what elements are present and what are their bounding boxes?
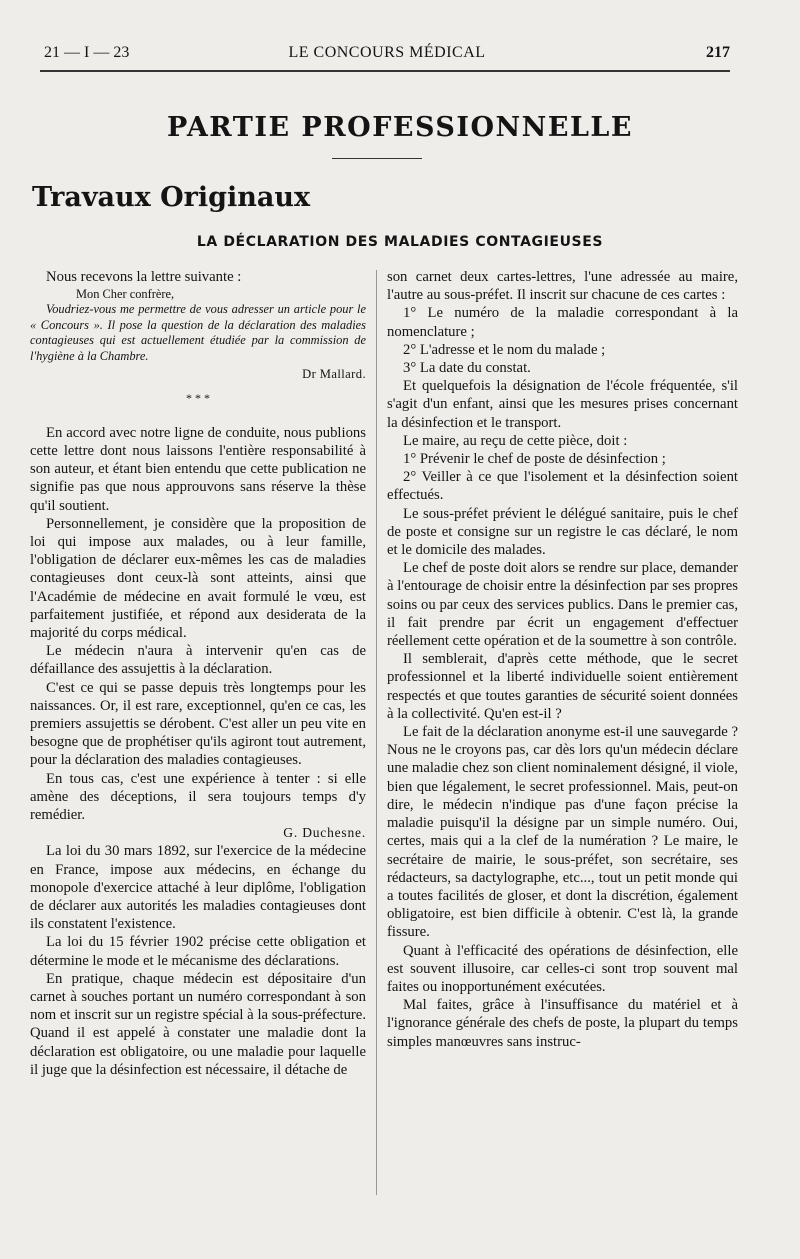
paragraph: En tous cas, c'est une expérience à tenter : si elle amène des déceptions, il sera toujours temps d'y remédier. (30, 770, 366, 824)
intro-line: Nous recevons la lettre suivante : (46, 269, 242, 285)
paragraph: La loi du 30 mars 1892, sur l'exercice de la médecine en France, impose aux médecins, en échange du monopole d'exercice attaché à leur diplôme, l'obligation de déclarer aux autorités les maladies contagieuses dont ils constatent l'existence. (30, 843, 366, 933)
issue-date: 21 — I — 23 (44, 44, 130, 61)
rubric-heading: Travaux Originaux (32, 182, 311, 213)
right-column (387, 268, 738, 1051)
paragraph: En pratique, chaque médecin est dépositaire d'un carnet à souches portant un numéro correspondant à son nom et inscrit sur un registre spécial à la sous-préfecture. Quand il est appelé à constater une maladie dont la déclaration est obligatoire, ou une maladie pour laquelle il juge que la désinfection est nécessaire, il détache de (30, 970, 366, 1078)
letter-salutation: Mon Cher confrère, (76, 287, 175, 302)
paragraph: En accord avec notre ligne de conduite, nous publions cette lettre dont nous laissons l'entière responsabilité à son auteur, et étant bien entendu que cette publication ne signifie pas que nous approuvons sans réserve la thèse qu'il soutient. (30, 424, 366, 514)
paragraph: Le sous-préfet prévient le délégué sanitaire, puis le chef de poste et consigne sur un registre le cas déclaré, le nom et le domicile des malades. (387, 505, 738, 559)
paragraph: C'est ce qui se passe depuis très longtemps pour les naissances. Or, il est rare, exceptionnel, qu'en ce cas, les premiers assujettis se dérobent. C'est aller un peu vite en besogne que de prophétiser qu'ils agiront tout autrement, pour la déclaration des maladies contagieuses. (30, 679, 366, 769)
paragraph: Quant à l'efficacité des opérations de désinfection, elle est souvent illusoire, car celles-ci sont trop souvent mal faites ou inopportunément exécutées. (387, 942, 738, 995)
paragraph: Le fait de la déclaration anonyme est-il une sauvegarde ? Nous ne le croyons pas, car dès lors qu'un médecin déclare une maladie chez son client nominalement désigné, il viole, bien que légalement, le secret professionnel. Mais, peut-on dire, le médecin n'indique pas d'une façon précise la maladie puisqu'il la désigne par un simple numéro. Oui, certes, mais qui a la clef de la numération ? Le maire, le secrétaire de mairie, le sous-préfet, son secrétaire, ses rédacteurs, sa dactylographe, etc..., tout un petit monde qui a toutes facilités de gloser, et dont la discrétion, également obligatoire, est bien difficile à obtenir. C'est là, la grande fissure. (387, 724, 738, 941)
journal-title: LE CONCOURS MÉDICAL (288, 44, 486, 61)
separator-asterism: * * * (186, 390, 210, 405)
left-column (30, 268, 366, 1079)
article-signature: G. Duchesne. (283, 825, 366, 841)
section-title: PARTIE PROFESSIONNELLE (166, 112, 633, 143)
list-item: 3° La date du constat. (403, 360, 531, 377)
column-divider (376, 270, 377, 1195)
running-header (44, 44, 730, 66)
paragraph: Le chef de poste doit alors se rendre sur place, demander à l'entourage de choisir entre la désinfection par ses propres soins ou par ceux des services publics. Dans le premier cas, il fait prendre par écrit un engagement d'effectuer réellement cette opération et de la soumettre à son contrôle. (387, 560, 738, 650)
list-item: 2° L'adresse et le nom du malade ; (403, 341, 606, 358)
article-title: LA DÉCLARATION DES MALADIES CONTAGIEUSES (196, 234, 604, 250)
paragraph: son carnet deux cartes-lettres, l'une adressée au maire, l'autre au sous-préfet. Il inscrit sur chacune de ces cartes : (387, 269, 738, 304)
list-item: 1° Le numéro de la maladie correspondant à la nomenclature ; (387, 305, 738, 340)
page-number: 217 (706, 44, 730, 61)
paragraph: Le maire, au reçu de cette pièce, doit : (403, 432, 628, 449)
paragraph: La loi du 15 février 1902 précise cette obligation et détermine le mode et le mécanisme des déclarations. (30, 934, 366, 969)
paragraph: Il semblerait, d'après cette méthode, que le secret professionnel et la liberté individuelle soient entièrement respectés et que toutes garanties de sécurité soient données à la collectivité. Qu'en est-il ? (387, 651, 738, 722)
header-rule (40, 70, 730, 72)
paragraph: Le médecin n'aura à intervenir qu'en cas de défaillance des assujettis à la déclaration. (30, 643, 366, 678)
list-item: 1° Prévenir le chef de poste de désinfection ; (403, 451, 666, 468)
letter-signature: Dr Mallard. (302, 366, 366, 381)
title-rule (332, 158, 422, 159)
paragraph: Personnellement, je considère que la proposition de loi qui impose aux malades, ou à leur famille, l'obligation de déclarer eux-mêmes les cas de maladies contagieuses dont ceux-là sont atteints, ainsi que l'Académie de médecine en avait formulé le vœu, est parfaitement justifiée, et répond aux desiderata de la majorité du corps médical. (30, 515, 366, 642)
paragraph: Mal faites, grâce à l'insuffisance du matériel et à l'ignorance générale des chefs de poste, la plupart du temps simples manœuvres sans instruc- (387, 997, 738, 1050)
list-item: 2° Veiller à ce que l'isolement et la désinfection soient effectués. (387, 469, 738, 504)
paragraph: Et quelquefois la désignation de l'école fréquentée, s'il s'agit d'un enfant, ainsi que les mesures prises concernant la désinfection et le transport. (387, 378, 738, 431)
letter-text: Voudriez-vous me permettre de vous adresser un article pour le « Concours ». Il pose la question de la déclaration des maladies contagieuses qui est actuellement étudiée par la commission de l'hygiène à la Chambre. (30, 302, 366, 363)
